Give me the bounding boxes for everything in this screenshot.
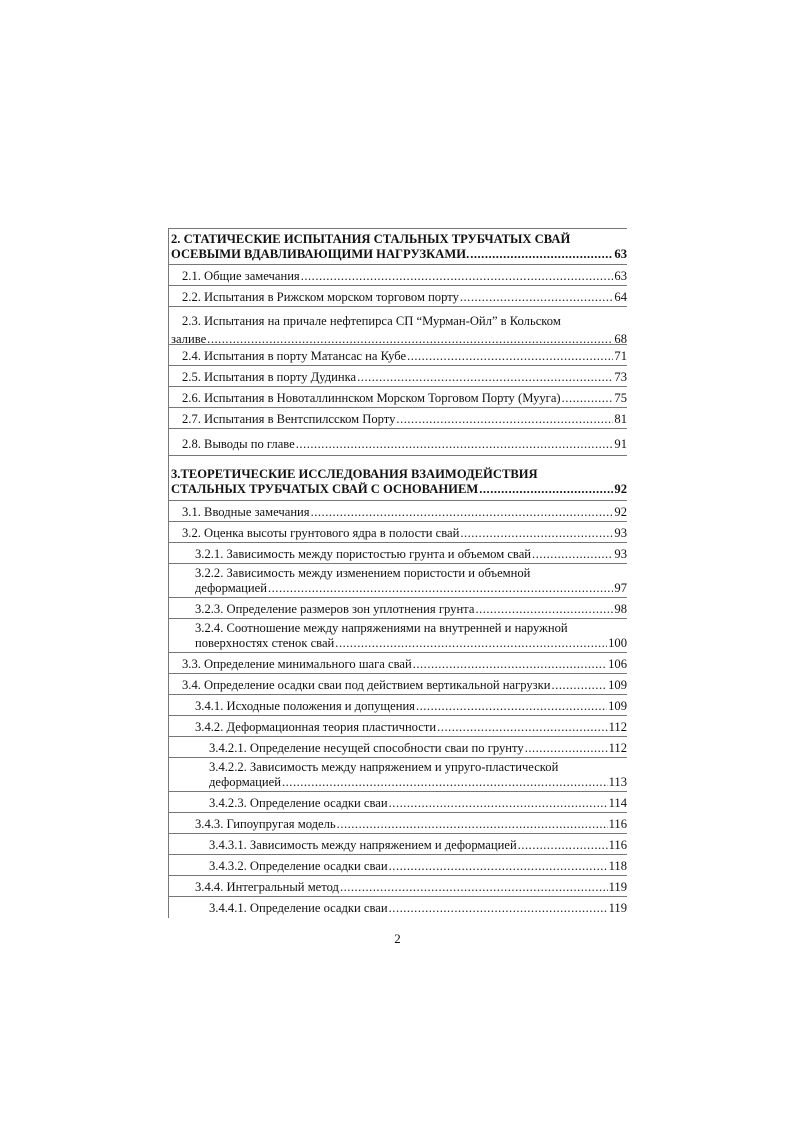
toc-chapter-title-line2: ОСЕВЫМИ ВДАВЛИВАЮЩИМИ НАГРУЗКАМИ. [171, 247, 470, 261]
toc-title-line1: 3.2.4. Соотношение между напряжениями на внутренней и наружной [195, 621, 568, 635]
toc-title: 3.2.1. Зависимость между пористостью грунта и объемом свай [195, 547, 532, 561]
toc-page: 109 [608, 678, 627, 692]
toc-title: 2.1. Общие замечания [182, 269, 300, 283]
leader-dots [337, 817, 608, 832]
toc-entry-3-4-4[interactable] [169, 876, 627, 897]
leader-dots [396, 412, 613, 427]
toc-title: 3.4.3. Гипоупругая модель [195, 817, 336, 831]
toc-page: 91 [614, 437, 627, 451]
leader-dots [282, 775, 608, 790]
toc-page: 71 [614, 349, 627, 363]
toc-title: 3.4.4. Интегральный метод [195, 880, 339, 894]
toc-chapter-3[interactable] [169, 456, 627, 501]
toc-title: 3.4.2.3. Определение осадки сваи [209, 796, 388, 810]
toc-page: 63 [614, 247, 627, 261]
toc-title-line2: деформацией [209, 775, 281, 789]
leader-dots [268, 581, 613, 596]
toc-title-line2: деформацией [195, 581, 267, 595]
toc-title-line2: заливе [171, 332, 207, 346]
toc-chapter-title-line2: СТАЛЬНЫХ ТРУБЧАТЫХ СВАЙ С ОСНОВАНИЕМ [171, 482, 479, 496]
toc-entry-3-4[interactable] [169, 674, 627, 695]
toc-title: 3.2. Оценка высоты грунтового ядра в полости свай [182, 526, 460, 540]
toc-page: 119 [608, 880, 627, 894]
toc-title: 3.4.2.1. Определение несущей способности сваи по грунту [209, 741, 524, 755]
toc-entry-3-2[interactable] [169, 522, 627, 543]
toc-entry-3-4-3-2[interactable] [169, 855, 627, 876]
toc-entry-2-7[interactable] [169, 408, 627, 429]
leader-dots [407, 349, 613, 364]
leader-dots [335, 636, 607, 651]
leader-dots [389, 859, 608, 874]
leader-dots [552, 678, 608, 693]
toc-title: 2.6. Испытания в Новоталлиннском Морском Торговом Порту (Мууга) [182, 391, 561, 405]
leader-dots [340, 880, 608, 895]
toc-title: 2.8. Выводы по главе [182, 437, 295, 451]
toc-title-line1: 3.4.2.2. Зависимость между напряжением и упруго-пластической [209, 760, 559, 774]
leader-dots [470, 247, 613, 262]
leader-dots [357, 370, 613, 385]
leader-dots [518, 838, 608, 853]
table-of-contents [168, 228, 627, 918]
toc-entry-3-2-3[interactable] [169, 598, 627, 619]
toc-page: 75 [614, 391, 627, 405]
toc-page: 114 [608, 796, 627, 810]
toc-title: 3.4.3.2. Определение осадки сваи [209, 859, 388, 873]
toc-entry-3-4-3[interactable] [169, 813, 627, 834]
toc-page: 93 [614, 547, 627, 561]
leader-dots [562, 391, 614, 406]
toc-entry-2-5[interactable] [169, 366, 627, 387]
toc-entry-3-3[interactable] [169, 653, 627, 674]
toc-entry-3-4-2-1[interactable] [169, 737, 627, 758]
toc-title: 2.4. Испытания в порту Матансас на Кубе [182, 349, 407, 363]
leader-dots [525, 741, 608, 756]
toc-entry-3-2-4[interactable] [169, 619, 627, 653]
leader-dots [301, 269, 614, 284]
toc-entry-3-4-4-1[interactable] [169, 897, 627, 918]
toc-page: 93 [614, 526, 627, 540]
toc-title: 2.5. Испытания в порту Дудинка [182, 370, 357, 384]
toc-page: 64 [614, 290, 627, 304]
leader-dots [475, 602, 613, 617]
toc-title: 3.4.1. Исходные положения и допущения [195, 699, 415, 713]
toc-title: 3.4.4.1. Определение осадки сваи [209, 901, 388, 915]
toc-page: 112 [608, 720, 627, 734]
leader-dots [296, 437, 614, 452]
toc-chapter-title-line1: 2. СТАТИЧЕСКИЕ ИСПЫТАНИЯ СТАЛЬНЫХ ТРУБЧАТЫХ СВАЙ [171, 232, 571, 246]
toc-page: 92 [614, 505, 627, 519]
leader-dots [437, 720, 607, 735]
toc-page: 97 [614, 581, 627, 595]
toc-title: 3.2.3. Определение размеров зон уплотнения грунта [195, 602, 475, 616]
toc-page: 112 [608, 741, 627, 755]
toc-entry-3-4-2-2[interactable] [169, 758, 627, 792]
toc-entry-3-4-3-1[interactable] [169, 834, 627, 855]
toc-entry-3-1[interactable] [169, 501, 627, 522]
toc-entry-3-2-1[interactable] [169, 543, 627, 564]
toc-page: 119 [608, 901, 627, 915]
toc-title: 3.4.2. Деформационная теория пластичности [195, 720, 437, 734]
toc-title: 3.4. Определение осадки сваи под действием вертикальной нагрузки [182, 678, 551, 692]
toc-page: 116 [608, 838, 627, 852]
leader-dots [389, 796, 608, 811]
leader-dots [460, 526, 613, 541]
toc-chapter-2[interactable] [169, 228, 627, 265]
leader-dots [311, 505, 614, 520]
toc-entry-2-2[interactable] [169, 286, 627, 307]
leader-dots [532, 547, 613, 562]
page-number: 2 [394, 931, 401, 946]
toc-page: 100 [608, 636, 627, 650]
toc-entry-3-4-2[interactable] [169, 716, 627, 737]
toc-page: 73 [614, 370, 627, 384]
toc-entry-2-3[interactable] [169, 307, 627, 345]
leader-dots [479, 482, 613, 497]
toc-entry-2-6[interactable] [169, 387, 627, 408]
toc-title: 3.1. Вводные замечания [182, 505, 310, 519]
toc-page: 63 [614, 269, 627, 283]
toc-title: 3.4.3.1. Зависимость между напряжением и деформацией [209, 838, 517, 852]
toc-entry-3-4-2-3[interactable] [169, 792, 627, 813]
toc-page: 81 [614, 412, 627, 426]
toc-page: 109 [608, 699, 627, 713]
toc-chapter-title-line1: 3.ТЕОРЕТИЧЕСКИЕ ИССЛЕДОВАНИЯ ВЗАИМОДЕЙСТВИЯ [171, 467, 538, 481]
toc-title-line2: поверхностях стенок свай [195, 636, 335, 650]
toc-page: 106 [608, 657, 627, 671]
leader-dots [413, 657, 607, 672]
toc-entry-2-4[interactable] [169, 345, 627, 366]
toc-title-line1: 2.3. Испытания на причале нефтепирса СП “Мурман-Ойл” в Кольском [182, 314, 561, 328]
toc-title: 3.3. Определение минимального шага свай [182, 657, 412, 671]
toc-entry-2-8[interactable] [169, 429, 627, 456]
toc-page: 98 [614, 602, 627, 616]
leader-dots [389, 901, 608, 916]
leader-dots [416, 699, 607, 714]
toc-entry-2-1[interactable] [169, 265, 627, 286]
toc-title-line1: 3.2.2. Зависимость между изменением пористости и объемной [195, 566, 531, 580]
toc-page: 68 [614, 332, 627, 346]
leader-dots [460, 290, 614, 305]
toc-entry-3-2-2[interactable] [169, 564, 627, 598]
toc-title: 2.2. Испытания в Рижском морском торговом порту [182, 290, 459, 304]
toc-page: 116 [608, 817, 627, 831]
toc-title: 2.7. Испытания в Вентспилсском Порту [182, 412, 396, 426]
toc-page: 113 [608, 775, 627, 789]
toc-page: 118 [608, 859, 627, 873]
toc-entry-3-4-1[interactable] [169, 695, 627, 716]
toc-page: 92 [614, 482, 627, 496]
